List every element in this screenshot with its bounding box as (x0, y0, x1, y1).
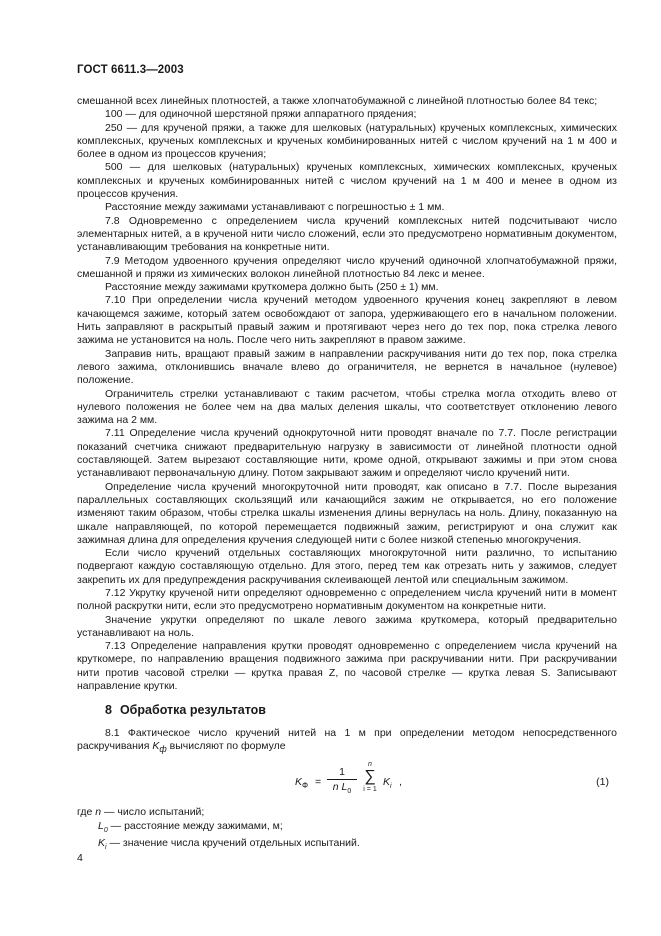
formula-block (77, 760, 617, 806)
symbol-k-f: $K_ф$ (152, 739, 167, 755)
sum-upper-limit: n (368, 761, 372, 769)
symbol-definitions (77, 806, 617, 854)
section-title: Обработка результатов (119, 703, 266, 718)
formula-fraction (327, 766, 357, 798)
equation-number: (1) (596, 776, 609, 789)
formula-lhs: $K_Ф$ (295, 776, 309, 791)
paragraph: 100 — для одиночной шерстяной пряжи аппаратного прядения; (105, 108, 417, 121)
formula-expression (295, 761, 455, 804)
section-heading (105, 704, 617, 717)
paragraph: 7.9 Методом удвоенного кручения определяют число кручений одиночной хлопчатобумажной пряжи, смешанной и пряжи из химических волокон линейной плотностью 84 лекс и менее. (77, 254, 617, 280)
paragraph: 7.10 При определении числа кручений методом удвоенного кручения конец закрепляют в левом качающемся зажиме, который затем освобождают от запора, удерживающего его в начальном положении. Нить заправляют в раскрытый правый зажим и протягивают через него до тех пор, пока стрелка левого зажима не установится на ноль. После чего нить закрепляют в правом зажиме. (77, 294, 617, 347)
paragraph: 7.11 Определение числа кручений однокруточной нити проводят вначале по 7.7. После регистрации показаний счетчика снижают предварительную нагрузку в зависимости от линейной плотности одной составляющей. Затем вырезают составляющие нити, кроме одной, открывают зажимы и при этом снова устанавливают первоначальную длину. Потом закрывают зажим и определяют число кручений нити. (77, 427, 617, 480)
paragraph: Ограничитель стрелки устанавливают с таким расчетом, чтобы стрелка могла отходить влево от нулевого положения не более чем на два малых деления шкалы, что соответствует отклонению левого зажима на 2 мм. (77, 387, 617, 427)
section-paragraph: 8.1 Фактическое число кручений нитей на 1 м при определении методом непосредственного раскручивания $K_ф$ вычисляют по формуле (77, 726, 617, 755)
paragraph: 7.13 Определение направления крутки проводят одновременно с определением числа кручений на круткомере, по направлению вращения подвижного зажима при раскручивании нити. При раскручивании нити против часовой стрелки — крутка правая Z, по часовой стрелке — крутка левая S. Записывают направление крутки. (77, 640, 617, 693)
definition-row: где n — число испытаний; (77, 806, 205, 819)
paragraph: Если число кручений отдельных составляющих многокруточной нити различно, то испытанию подвергают каждую составляющую отдельно. Для этого, перед тем как отрезать нить у зажимов, следует закрепить их для предупреждения раскручивания склеивающей лентой или специальным зажимом. (77, 547, 617, 586)
paragraph: Определение числа кручений многокруточной нити проводят, как описано в 7.7. После вырезания параллельных составляющих скользящий или качающийся зажим не открывается, но его положение изменяют таким образом, чтобы стрелка шкалы изменения длины вернулась на ноль. Длину, показанную на шкале направляющей, по которой перемещается подвижный зажим, регистрируют и она служит как зажимная длина для определения кручения следующей нити с более низкой степенью многокручения. (77, 480, 617, 546)
paragraph: Заправив нить, вращают правый зажим в направлении раскручивания нити до тех пор, пока стрелка левого зажима, отклонившись вначале влево до ограничителя, не вернется в начальное (нулевое) положение. (77, 347, 617, 387)
paragraph: смешанной всех линейных плотностей, а также хлопчатобумажной с линейной плотностью более 84 текс; (77, 95, 598, 107)
definition-row: $K_i$ — значение числа кручений отдельных испытаний. (98, 837, 360, 852)
paragraph: 250 — для крученой пряжи, а также для шелковых (натуральных) крученых комплексных, химических комплексных, крученых комплексных и крученых комбинированных нитей с числом кручений на 1 м 400 и более в одном из процессов кручения; (77, 121, 617, 161)
formula-comma: , (399, 776, 402, 789)
body-text (77, 95, 617, 854)
sum-lower-limit: i = 1 (363, 786, 377, 794)
paragraph: 7.8 Одновременно с определением числа кручений комплексных нитей подсчитывают число элементарных нитей, а в крученой нити число сложений, если это предусмотрено нормативным документом, устанавливающим требования на конкретные нити. (77, 214, 617, 254)
paragraph-list (77, 95, 617, 693)
paragraph: 7.12 Укрутку крученой нити определяют одновременно с определением числа кручений нити в момент полной раскрутки нити, если это предусмотрено нормативным документом на конкретные нити. (77, 586, 617, 613)
page-number: 4 (77, 852, 83, 864)
summation-symbol (361, 760, 379, 794)
paragraph: 500 — для шелковых (натуральных) крученых комплексных, химических комплексных, крученых комплексных и крученых комбинированных нитей с числом кручений на 1 м 400 и менее в одном из процессов кручения. (77, 161, 617, 201)
page-header: ГОСТ 6611.3—2003 (77, 64, 184, 76)
paragraph: Значение укрутки определяют по шкале левого зажима круткомера, который предварительно устанавливают на ноль. (77, 613, 617, 639)
fraction-bar (327, 779, 357, 780)
formula-term: $K_i$ (383, 776, 392, 791)
paragraph: Расстояние между зажимами круткомера должно быть (250 ± 1) мм. (105, 281, 439, 294)
sigma-glyph: ∑ (364, 768, 376, 786)
section-number: 8 (105, 703, 112, 718)
fraction-numerator: 1 (339, 766, 345, 779)
formula-equals: = (315, 776, 322, 789)
paragraph: Расстояние между зажимами устанавливают с погрешностью ± 1 мм. (105, 201, 445, 214)
definition-row: $L_0$ — расстояние между зажимами, м; (98, 819, 283, 834)
fraction-denominator: n $L_0$ (332, 781, 352, 796)
